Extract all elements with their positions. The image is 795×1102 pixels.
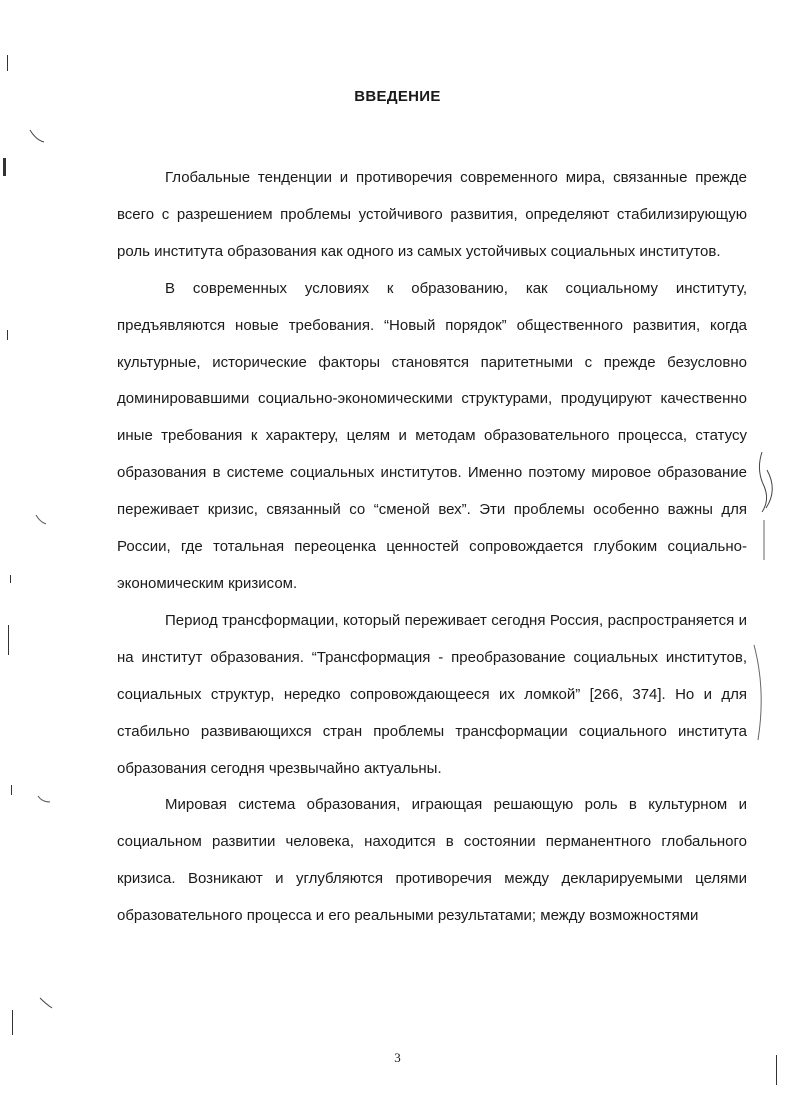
document-body [117,160,747,935]
paragraph-4: Мировая система образования, играющая решающую роль в культурном и социальном развитии человека, находится в состоянии перманентного глобального кризиса. Возникают и углубляются противоречия между декларируемыми целями образовательного процесса и его реальными результатами; между возможностями [117,796,747,925]
scan-artifact [3,158,6,176]
section-heading: ВВЕДЕНИЕ [354,88,441,105]
scan-artifact [11,785,12,795]
scan-artifact [10,575,11,583]
scan-artifact [776,1055,777,1085]
scan-artifact [12,1010,13,1035]
scan-artifact [8,625,9,655]
paragraph-1: Глобальные тенденции и противоречия современного мира, связанные прежде всего с разрешением проблемы устойчивого развития, определяют стабилизирующую роль института образования как одного из самых устойчивых социальных институтов. [117,169,747,260]
paragraph-2: В современных условиях к образованию, как социальному институту, предъявляются новые требования. “Новый порядок” общественного развития, когда культурные, исторические факторы становятся паритетными с прежде безусловно доминировавшими социально-экономическими структурами, продуцируют качественно иные требования к характеру, целям и методам образовательного процесса, статусу образования в системе социальных институтов. Именно поэтому мировое образование переживает кризис, связанный со “сменой вех”. Эти проблемы особенно важны для России, где тотальная переоценка ценностей сопровождается глубоким социально-экономическим кризисом. [117,279,747,592]
scan-artifact [7,330,8,340]
scan-artifact [7,55,8,71]
paragraph-3: Период трансформации, который переживает сегодня Россия, распространяется и на институт образования. “Трансформация - преобразование социальных институтов, социальных структур, нередко сопровождающееся их ломкой” [266, 374]. Но и для стабильно развивающихся стран проблемы трансформации социального института образования сегодня чрезвычайно актуальны. [117,611,747,777]
page-number: 3 [394,1050,401,1065]
